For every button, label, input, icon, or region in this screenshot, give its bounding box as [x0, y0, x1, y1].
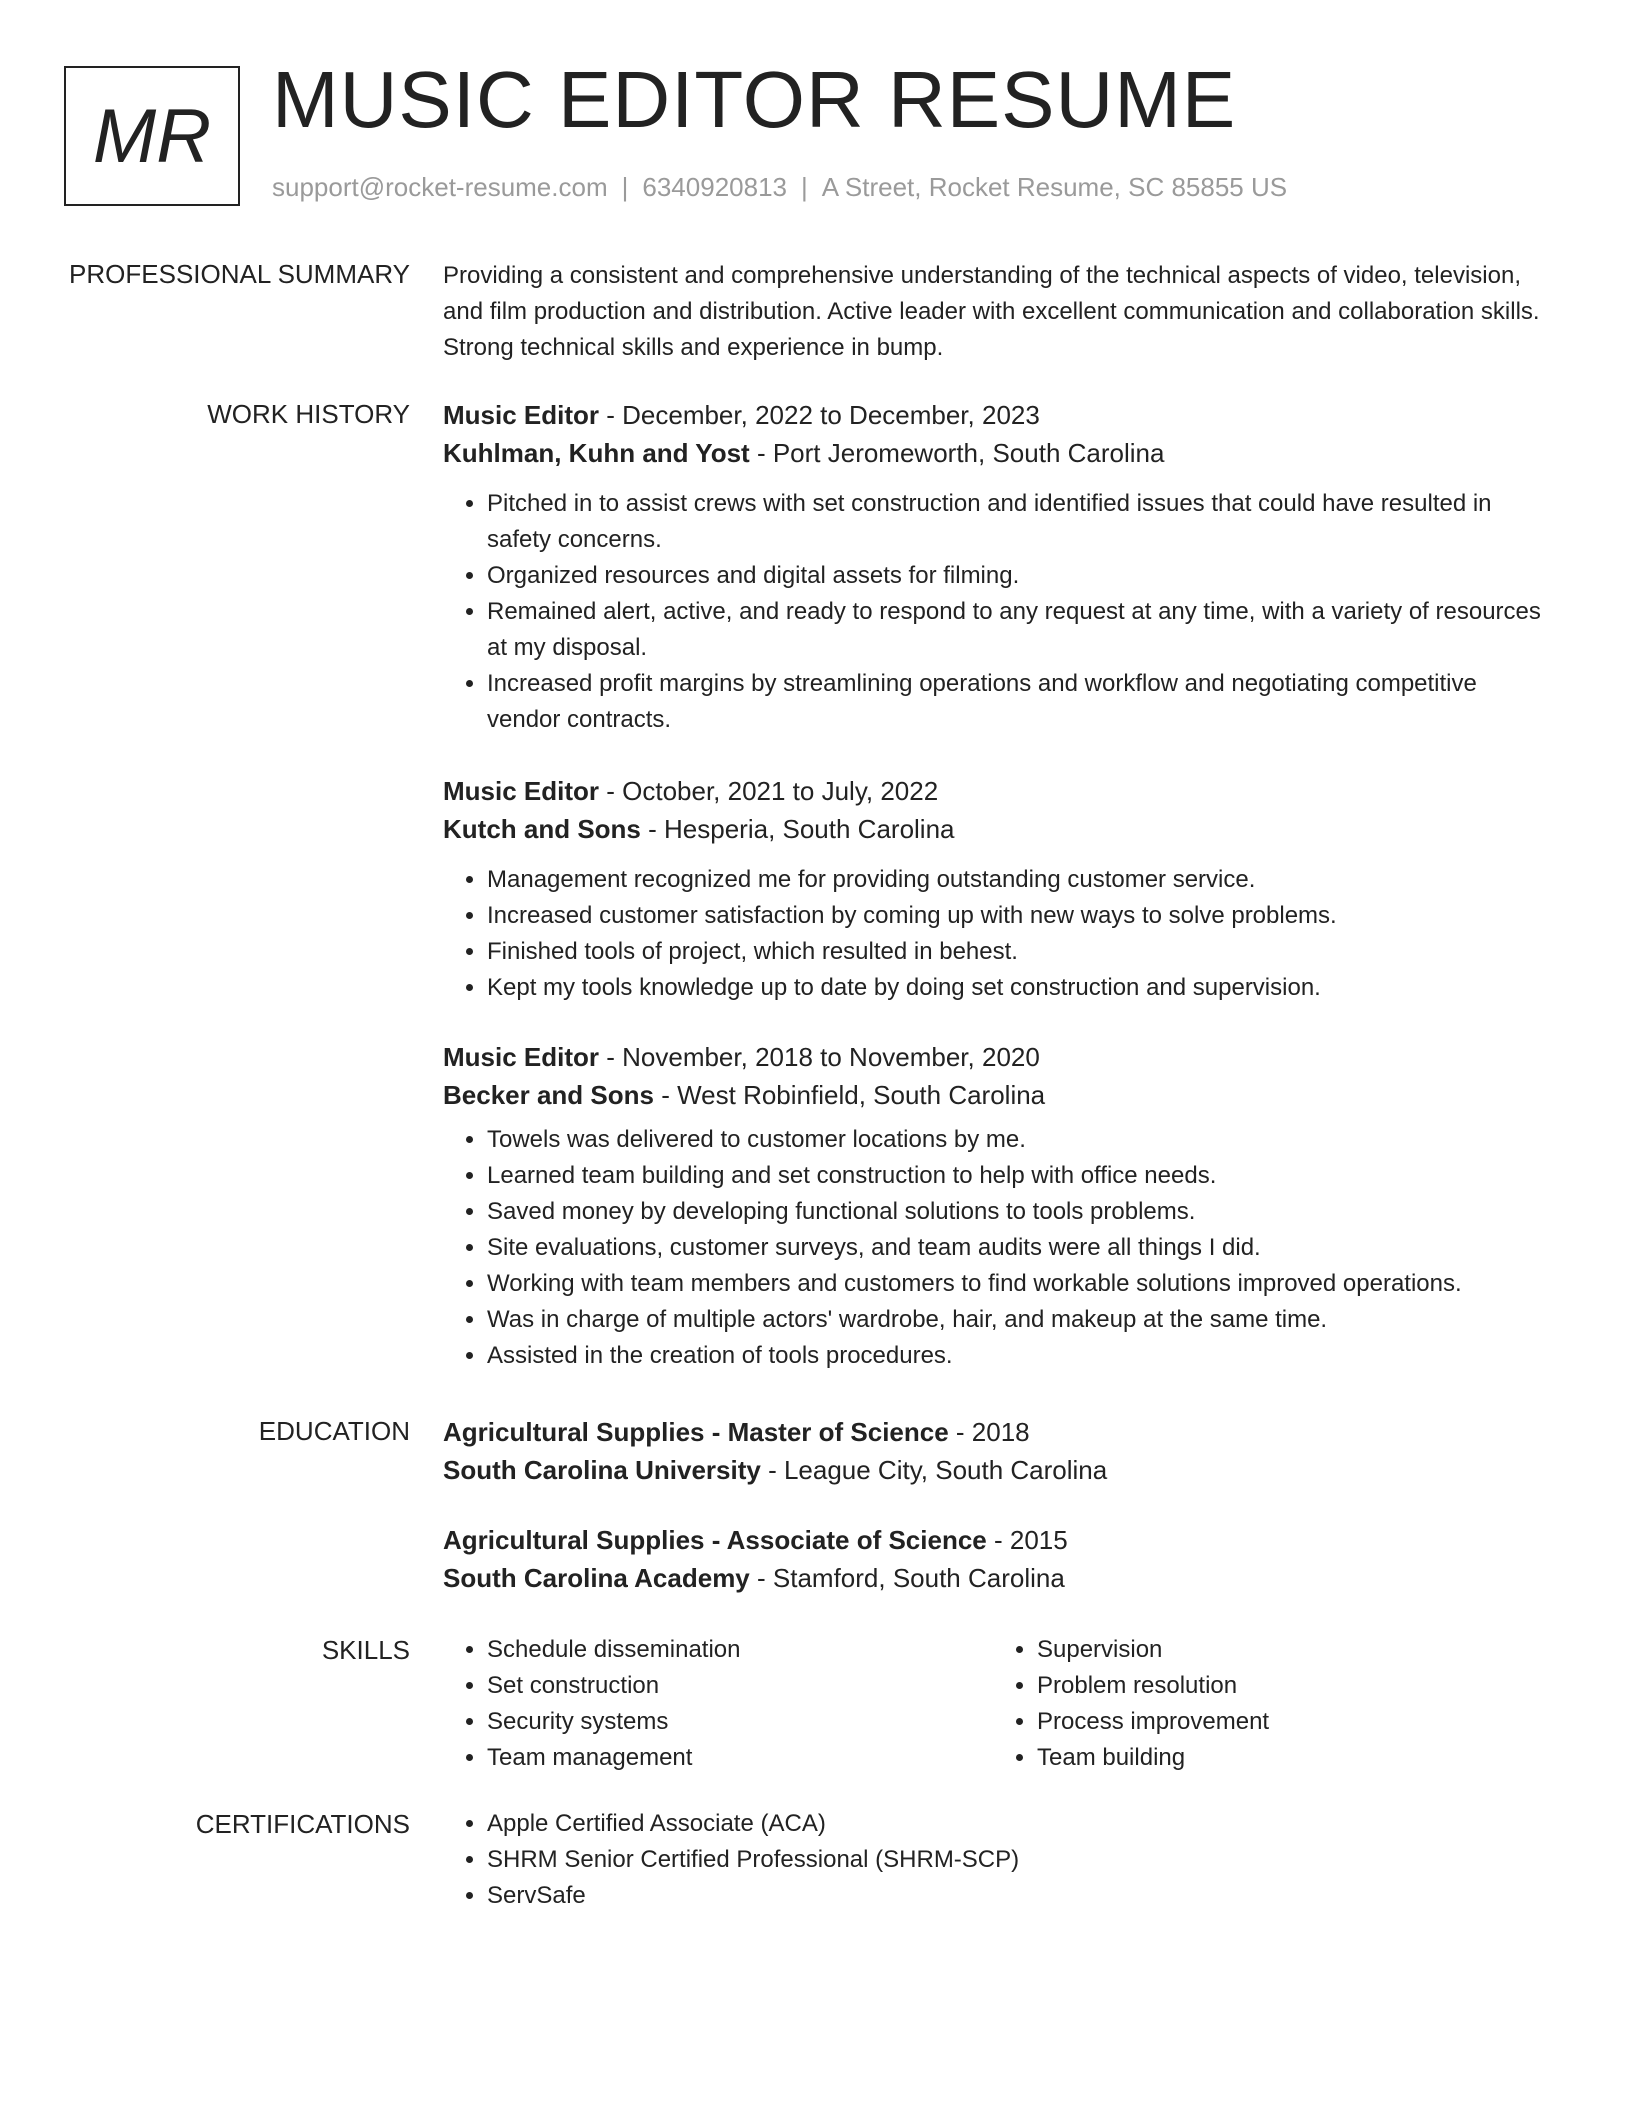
- job-title: Music Editor: [443, 1042, 600, 1072]
- list-item: • Increased customer satisfaction by coming up with new ways to solve problems.: [487, 898, 1543, 934]
- summary-text: Providing a consistent and comprehensive understanding of the technical aspects of video, television, and film production and distribution. Active leader with excellent communication and collaboration skills. Strong technical skills and experience in bump.: [443, 262, 1540, 361]
- job-bullets: [443, 1122, 1543, 1374]
- contact-email[interactable]: support@rocket-resume.com: [272, 172, 608, 202]
- list-item: • Kept my tools knowledge up to date by doing set construction and supervision.: [487, 970, 1543, 1006]
- job-company: Becker and Sons: [443, 1080, 654, 1110]
- skill-item: • Problem resolution: [1037, 1668, 1543, 1704]
- skill-item: • Supervision: [1037, 1632, 1543, 1668]
- education-year: - 2015: [986, 1525, 1068, 1555]
- page-title: MUSIC EDITOR RESUME: [272, 55, 1237, 144]
- list-item: • Working with team members and customers to find workable solutions improved operations.: [487, 1266, 1543, 1302]
- job-location: - Port Jeromeworth, South Carolina: [749, 438, 1165, 468]
- job-location: - Hesperia, South Carolina: [640, 814, 955, 844]
- section-label: WORK HISTORY: [207, 399, 410, 429]
- job-bullets: [443, 862, 1543, 1006]
- job-location: - West Robinfield, South Carolina: [653, 1080, 1046, 1110]
- skills-list-right: [993, 1632, 1543, 1776]
- education-location: - League City, South Carolina: [760, 1455, 1108, 1485]
- skill-item: • Set construction: [487, 1668, 993, 1704]
- list-item: • Was in charge of multiple actors' wardrobe, hair, and makeup at the same time.: [487, 1302, 1543, 1338]
- contact-phone[interactable]: 6340920813: [642, 172, 787, 202]
- skill-item: • Process improvement: [1037, 1704, 1543, 1740]
- education-entry: [443, 1521, 1543, 1597]
- education-degree: Agricultural Supplies - Master of Science: [443, 1417, 949, 1447]
- contact-address: A Street, Rocket Resume, SC 85855 US: [821, 172, 1288, 202]
- job-title: Music Editor: [443, 400, 600, 430]
- section-label: PROFESSIONAL SUMMARY: [69, 259, 410, 289]
- education-location: - Stamford, South Carolina: [749, 1563, 1065, 1593]
- section-label: CERTIFICATIONS: [195, 1809, 410, 1839]
- certification-item: • SHRM Senior Certified Professional (SHRM-SCP): [487, 1842, 1543, 1878]
- education-entry: [443, 1413, 1543, 1489]
- contact-separator: |: [621, 172, 629, 202]
- skill-item: • Team management: [487, 1740, 993, 1776]
- skill-item: • Schedule dissemination: [487, 1632, 993, 1668]
- certifications-list: [443, 1806, 1543, 1914]
- list-item: • Pitched in to assist crews with set construction and identified issues that could have resulted in safety concerns.: [487, 486, 1543, 558]
- list-item: • Increased profit margins by streamlining operations and workflow and negotiating competitive vendor contracts.: [487, 666, 1543, 738]
- list-item: • Assisted in the creation of tools procedures.: [487, 1338, 1543, 1374]
- job-bullets: [443, 486, 1543, 738]
- job-dates: - December, 2022 to December, 2023: [599, 400, 1040, 430]
- skill-item: • Team building: [1037, 1740, 1543, 1776]
- list-item: • Finished tools of project, which resulted in behest.: [487, 934, 1543, 970]
- list-item: • Management recognized me for providing outstanding customer service.: [487, 862, 1543, 898]
- education-school: South Carolina University: [443, 1455, 761, 1485]
- section-label: EDUCATION: [258, 1416, 410, 1446]
- list-item: • Site evaluations, customer surveys, and team audits were all things I did.: [487, 1230, 1543, 1266]
- skills-grid: [443, 1632, 1543, 1776]
- list-item: • Remained alert, active, and ready to respond to any request at any time, with a variety of resources at my disposal.: [487, 594, 1543, 666]
- job-entry: [443, 396, 1543, 738]
- job-company: Kuhlman, Kuhn and Yost: [443, 438, 750, 468]
- education-school: South Carolina Academy: [443, 1563, 750, 1593]
- list-item: • Towels was delivered to customer locations by me.: [487, 1122, 1543, 1158]
- job-company: Kutch and Sons: [443, 814, 641, 844]
- job-entry: [443, 772, 1543, 1006]
- section-label: SKILLS: [321, 1635, 410, 1665]
- job-dates: - October, 2021 to July, 2022: [599, 776, 939, 806]
- job-entry: [443, 1038, 1543, 1374]
- certification-item: • ServSafe: [487, 1878, 1543, 1914]
- skill-item: • Security systems: [487, 1704, 993, 1740]
- contact-separator: |: [801, 172, 808, 202]
- list-item: • Organized resources and digital assets for filming.: [487, 558, 1543, 594]
- monogram-logo: MR: [64, 66, 240, 206]
- education-degree: Agricultural Supplies - Associate of Science: [443, 1525, 987, 1555]
- list-item: • Saved money by developing functional solutions to tools problems.: [487, 1194, 1543, 1230]
- job-title: Music Editor: [443, 776, 600, 806]
- contact-line: [272, 172, 1287, 203]
- certification-item: • Apple Certified Associate (ACA): [487, 1806, 1543, 1842]
- job-dates: - November, 2018 to November, 2020: [599, 1042, 1040, 1072]
- list-item: • Learned team building and set construction to help with office needs.: [487, 1158, 1543, 1194]
- skills-list-left: [443, 1632, 993, 1776]
- education-year: - 2018: [948, 1417, 1030, 1447]
